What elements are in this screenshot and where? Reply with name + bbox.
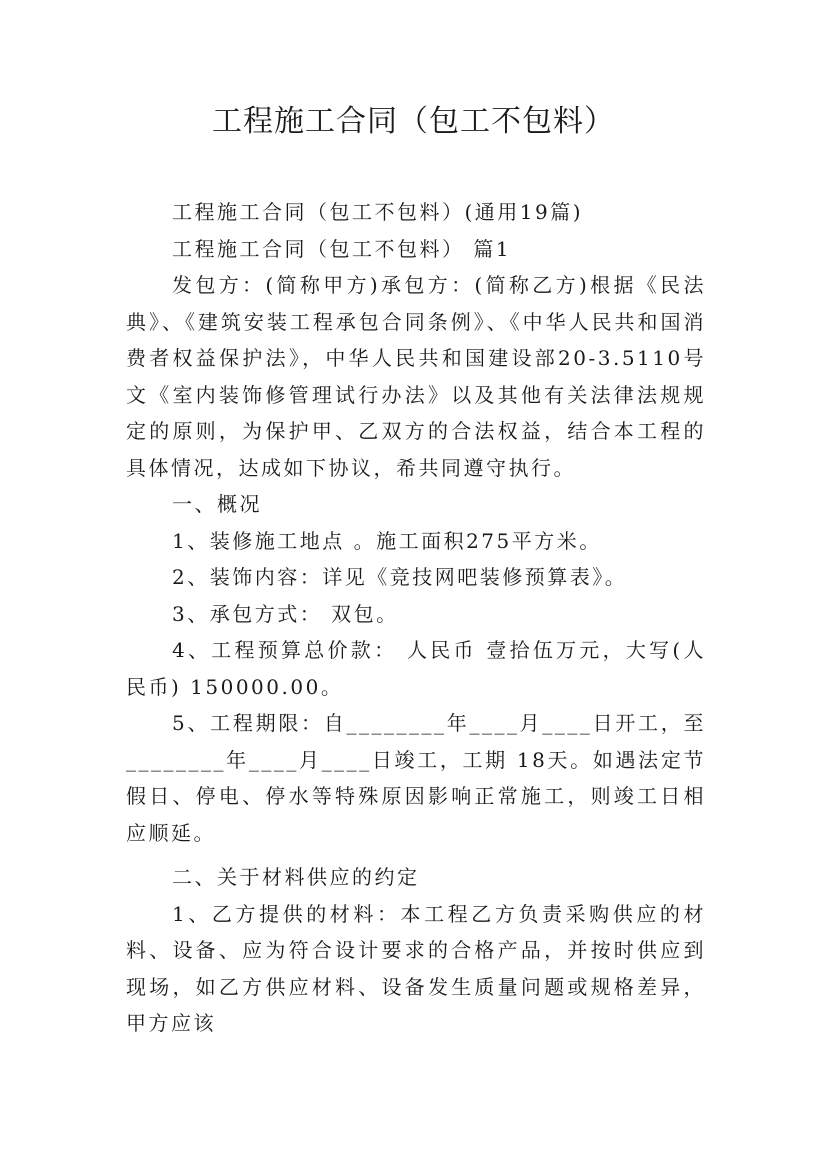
document-body	[126, 194, 706, 1042]
clause-period: 5、工程期限：自________年____月____日开工，至________年____月____日竣工，工期 18天。如遇法定节假日、停电、停水等特殊原因影响正常施工，则竣工日相应顺延。	[126, 711, 706, 845]
heading-materials: 二、关于材料供应的约定	[172, 865, 420, 889]
clause-materials: 1、乙方提供的材料：本工程乙方负责采购供应的材料、设备、应为符合设计要求的合格产品，并按时供应到现场，如乙方供应材料、设备发生质量问题或规格差异，甲方应该	[126, 901, 706, 1035]
clause-contract-mode: 3、承包方式： 双包。	[172, 601, 399, 626]
clause-budget: 4、工程预算总价款： 人民币 壹拾伍万元，大写(人民币) 150000.00。	[126, 638, 706, 699]
heading-overview: 一、概况	[172, 492, 262, 516]
preamble-paragraph: 发包方：(简称甲方)承包方：(简称乙方)根据《民法典》、《建筑安装工程承包合同条例》、《中华人民共和国消费者权益保护法》，中华人民共和国建设部20-3.5110号文《室内装饰修管理试行办法》以及其他有关法律法规规定的原则，为保护甲、乙双方的合法权益，结合本工程的具体情况，达成如下协议，希共同遵守执行。	[126, 273, 706, 480]
subtitle-paragraph: 工程施工合同（包工不包料）(通用19篇)	[172, 200, 584, 224]
clause-location: 1、装修施工地点 。施工面积275平方米。	[172, 528, 602, 553]
clause-content: 2、装饰内容：详见《竞技网吧装修预算表》。	[172, 565, 628, 589]
document-title: 工程施工合同（包工不包料）	[212, 104, 615, 139]
section-heading-part1: 工程施工合同（包工不包料） 篇1	[172, 236, 512, 261]
